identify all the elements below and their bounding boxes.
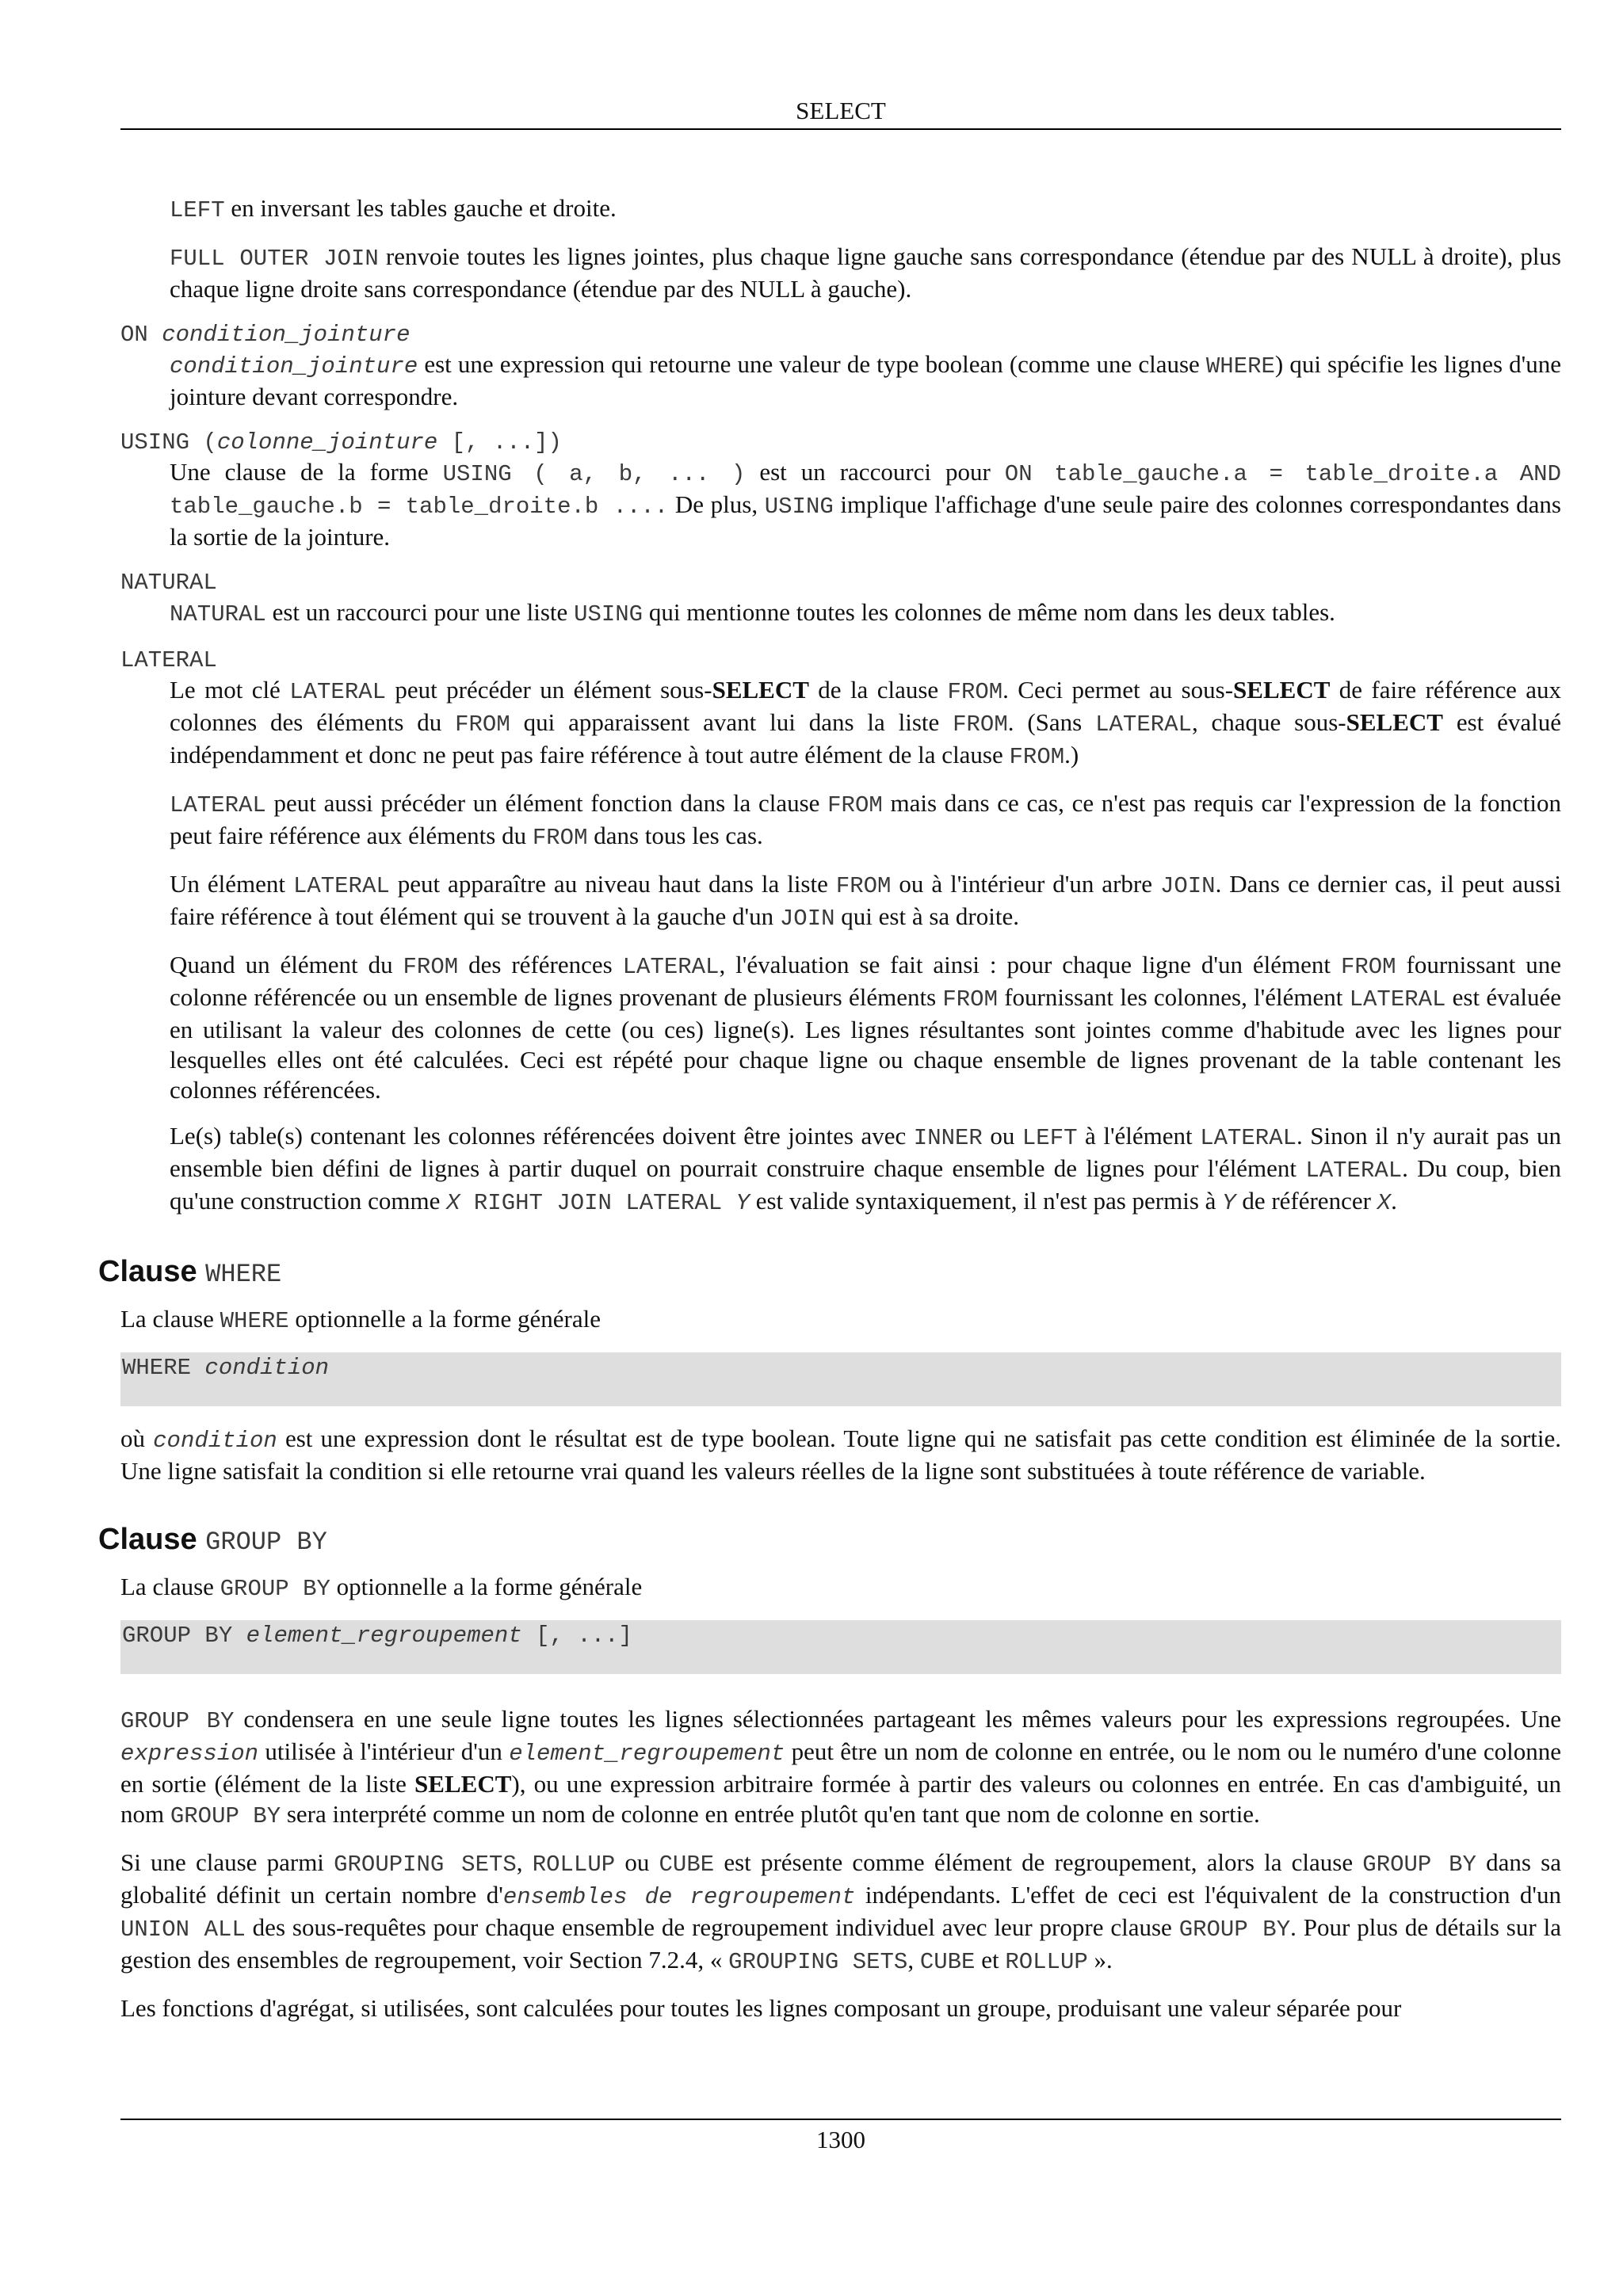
text: . (Sans: [1007, 708, 1096, 736]
text: . Sinon il n'y aurait pas un ensemble bien défini de lignes à partir duquel on pourrait construire chaque ensemble de lignes pour l'élément: [170, 1122, 1562, 1182]
bold-text: SELECT: [1346, 708, 1443, 736]
text: . Dans ce dernier cas, il peut aussi faire référence à tout élément qui se trouvent à la gauche d'un: [170, 870, 1562, 930]
parameter: condition: [153, 1428, 277, 1454]
page-number: 1300: [120, 2119, 1561, 2157]
groupby-intro: [120, 1572, 1561, 1604]
text: sera interprété comme un nom de colonne en entrée plutôt qu'en tant que nom de colonne en sortie.: [281, 1800, 1260, 1828]
text: qui est à sa droite.: [834, 902, 1019, 930]
text: Une clause de la forme: [170, 458, 443, 486]
text: est une expression qui retourne une valeur de type boolean (comme une clause: [418, 350, 1206, 378]
code-inline: JOIN: [1159, 873, 1216, 899]
code-inline: LEFT: [170, 197, 225, 223]
parameter: ensembles de regroupement: [502, 1884, 856, 1910]
code-inline: GROUP BY: [1362, 1852, 1476, 1878]
bold-text: SELECT: [414, 1770, 512, 1798]
text: peut précéder un élément sous-: [386, 676, 712, 704]
code-inline: GROUP BY: [220, 1576, 330, 1602]
parameter: condition_jointure: [162, 322, 411, 348]
text: ,: [907, 1946, 920, 1974]
using-term: [120, 428, 1561, 457]
text: optionnelle a la forme générale: [288, 1305, 601, 1333]
code-inline: GROUP BY: [120, 1708, 235, 1734]
heading-code: WHERE: [205, 1260, 282, 1289]
bold-text: SELECT: [712, 676, 809, 704]
text: ou: [982, 1122, 1022, 1150]
text: Un élément: [170, 870, 293, 898]
text: à l'élément: [1077, 1122, 1201, 1150]
parameter: expression: [120, 1741, 259, 1767]
text: de faire référence aux colonnes des éléments du: [170, 676, 1561, 736]
groupby-syntax-block: [120, 1620, 1561, 1674]
code-inline: LATERAL: [292, 873, 390, 899]
keyword: [, ...]: [521, 1623, 632, 1649]
text: Le(s) table(s) contenant les colonnes référencées doivent être jointes avec: [170, 1122, 914, 1150]
code-inline: GROUPING SETS: [334, 1852, 517, 1878]
code-inline: ON table_gauche.a = table_droite.a AND table_gauche.b = table_droite.b ....: [170, 461, 1561, 520]
text: des références: [458, 951, 623, 978]
text: De plus,: [668, 490, 765, 518]
groupby-paragraph-1: [120, 1704, 1561, 1832]
code-inline: USING ( a, b, ... ): [442, 461, 746, 487]
where-syntax-block: [120, 1352, 1561, 1406]
text: en inversant les tables gauche et droite.: [224, 194, 617, 222]
groupby-paragraph-2: [120, 1848, 1561, 1978]
code-inline: LATERAL: [289, 679, 387, 705]
text: de la clause: [808, 676, 948, 704]
text: .: [1391, 1187, 1397, 1215]
using-entry: [120, 428, 1561, 552]
parameter: colonne_jointure: [216, 429, 438, 456]
text: est une expression dont le résultat est de type boolean. Toute ligne qui ne satisfait pas cette condition est éliminée de la sortie. Une ligne satisfait la condition si elle retourne vrai quand les valeurs réelles de la ligne sont substituées à toute référence de variable.: [120, 1425, 1561, 1485]
on-entry: [120, 320, 1561, 412]
text: est évalué indépendamment et donc ne peut pas faire référence à tout autre élément de la clause: [170, 708, 1562, 769]
lateral-paragraph-5: [170, 1121, 1561, 1219]
natural-entry: [120, 568, 1561, 630]
code-inline: NATURAL: [170, 601, 266, 627]
code-inline: ROLLUP: [532, 1852, 616, 1878]
text: fournissant une colonne référencée ou un ensemble de lignes provenant de plusieurs éléments: [170, 951, 1561, 1011]
text: ,: [516, 1848, 533, 1876]
page-content: [98, 193, 1562, 2039]
keyword: [, ...]): [437, 429, 562, 456]
lateral-paragraph-4: [170, 950, 1561, 1105]
full-outer-join-paragraph: [170, 242, 1561, 304]
parameter: Y: [1222, 1190, 1236, 1216]
code-inline: ROLLUP: [1005, 1949, 1088, 1975]
on-term: [120, 320, 1561, 349]
text: La clause: [120, 1305, 220, 1333]
lateral-term: LATERAL: [120, 647, 217, 673]
code-inline: LATERAL: [1095, 711, 1192, 738]
natural-term: NATURAL: [120, 570, 217, 596]
groupby-paragraph-3: Les fonctions d'agrégat, si utilisées, sont calculées pour toutes les lignes composant un groupe, produisant une valeur séparée pour: [120, 1994, 1402, 2022]
text: peut aussi précéder un élément fonction dans la clause: [265, 789, 828, 817]
text: renvoie toutes les lignes jointes, plus chaque ligne gauche sans correspondance (étendue par des NULL à droite), plus chaque ligne droite sans correspondance (étendue par des NULL à gauche).: [170, 242, 1561, 303]
code-inline: LEFT: [1022, 1125, 1078, 1151]
text: et: [975, 1946, 1006, 1974]
text: est valide syntaxiquement, il n'est pas permis à: [749, 1187, 1223, 1215]
text: . Pour plus de détails sur la gestion des ensembles de regroupement, voir Section 7.2.4, «: [120, 1913, 1561, 1974]
lateral-paragraph-3: [170, 869, 1561, 934]
parameter: X: [446, 1190, 460, 1216]
text: fournissant les colonnes, l'élément: [998, 983, 1350, 1011]
code-inline: RIGHT JOIN LATERAL: [460, 1190, 736, 1216]
code-inline: LATERAL: [1200, 1125, 1297, 1151]
on-description: [170, 349, 1561, 412]
lateral-entry: [120, 646, 1561, 1219]
code-inline: FROM: [1340, 954, 1396, 980]
code-inline: GROUPING SETS: [728, 1949, 908, 1975]
code-inline: WHERE: [220, 1308, 289, 1334]
text: ».: [1087, 1946, 1113, 1974]
code-inline: CUBE: [919, 1949, 976, 1975]
groupby-section-heading: [98, 1521, 1561, 1561]
code-inline: INNER: [913, 1125, 983, 1151]
text: . Ceci permet au sous-: [1002, 676, 1234, 704]
where-body: [120, 1424, 1561, 1486]
code-inline: CUBE: [659, 1852, 715, 1878]
code-inline: LATERAL: [1305, 1158, 1403, 1184]
text: Si une clause parmi: [120, 1848, 334, 1876]
code-inline: FROM: [1009, 744, 1065, 770]
text: ) qui spécifie les lignes d'une jointure devant correspondre.: [170, 350, 1561, 410]
code-inline: UNION ALL: [120, 1917, 246, 1943]
code-inline: USING: [574, 601, 643, 627]
text: utilisée à l'intérieur d'un: [258, 1737, 510, 1765]
text: est un raccourci pour une liste: [265, 598, 575, 626]
text: . Du coup, bien qu'une construction comme: [170, 1154, 1561, 1215]
text: mais dans ce cas, ce n'est pas requis car l'expression de la fonction peut faire référence aux éléments du: [170, 789, 1561, 849]
code-inline: FROM: [532, 825, 588, 851]
heading-text: Clause: [98, 1255, 206, 1288]
bold-text: SELECT: [1233, 676, 1331, 704]
text: optionnelle a la forme générale: [330, 1573, 643, 1600]
text: ou: [615, 1848, 659, 1876]
text: qui apparaissent avant lui dans la liste: [510, 708, 953, 736]
heading-code: GROUP BY: [205, 1527, 327, 1557]
code-inline: WHERE: [1205, 353, 1275, 379]
code-inline: GROUP BY: [170, 1803, 281, 1829]
text: des sous-requêtes pour chaque ensemble de regroupement individuel avec leur propre clause: [245, 1913, 1179, 1941]
text: ), ou une expression arbitraire formée à partir des valeurs ou colonnes en entrée. En cas d'ambiguité, un nom: [120, 1770, 1561, 1828]
parameter: condition_jointure: [170, 353, 418, 379]
parameter: Y: [735, 1190, 750, 1216]
using-description: [170, 457, 1561, 552]
code-inline: GROUP BY: [1178, 1917, 1291, 1943]
text: peut être un nom de colonne en entrée, ou le nom ou le numéro d'une colonne en sortie (élément de la liste: [120, 1737, 1561, 1798]
code-inline: FROM: [942, 986, 998, 1013]
left-join-tail: [170, 193, 1561, 226]
code-inline: FROM: [827, 792, 883, 818]
code-inline: LATERAL: [622, 954, 720, 980]
lateral-paragraph-1: [170, 675, 1561, 772]
code-inline: FROM: [835, 873, 892, 899]
code-inline: LATERAL: [1349, 986, 1446, 1013]
natural-description: [170, 597, 1561, 630]
where-section-heading: [98, 1253, 1561, 1293]
text: qui mentionne toutes les colonnes de même nom dans les deux tables.: [643, 598, 1335, 626]
text: , l'évaluation se fait ainsi : pour chaque ligne d'un élément: [719, 951, 1341, 978]
code-inline: FROM: [455, 711, 510, 738]
parameter: element_regroupement: [509, 1741, 785, 1767]
text: .): [1064, 741, 1079, 769]
text: est présente comme élément de regroupement, alors la clause: [714, 1848, 1363, 1876]
keyword: WHERE: [122, 1355, 205, 1381]
text: de référencer: [1235, 1187, 1377, 1215]
keyword: ON: [120, 322, 162, 348]
text: où: [120, 1425, 154, 1452]
code-inline: FROM: [953, 711, 1008, 738]
code-inline: JOIN: [779, 906, 835, 932]
text: dans tous les cas.: [587, 822, 763, 849]
text: ou à l'intérieur d'un arbre: [891, 870, 1160, 898]
text: Le mot clé: [170, 676, 290, 704]
text: indépendants. L'effet de ceci est l'équivalent de la construction d'un: [855, 1881, 1561, 1909]
keyword: USING (: [120, 429, 217, 456]
text: condensera en une seule ligne toutes les lignes sélectionnées partageant les mêmes valeurs pour les expressions regroupées. Une: [234, 1705, 1561, 1733]
code-inline: FROM: [403, 954, 459, 980]
parameter: element_regroupement: [246, 1623, 522, 1649]
text: est un raccourci pour: [745, 458, 1005, 486]
lateral-paragraph-2: [170, 788, 1561, 853]
code-inline: FROM: [947, 679, 1003, 705]
parameter: condition: [204, 1355, 330, 1381]
text: , chaque sous-: [1191, 708, 1346, 736]
parameter: X: [1377, 1190, 1392, 1216]
text: dans sa globalité définit un certain nombre d': [120, 1848, 1561, 1909]
code-inline: FULL OUTER JOIN: [170, 246, 379, 272]
where-intro: [120, 1304, 1561, 1337]
text: est évaluée en utilisant la valeur des colonnes de cette (ou ces) ligne(s). Les lignes résultantes sont jointes comme d'habitude avec les lignes pour lesquelles elles ont été calculées. Ceci est répété pour chaque ligne ou chaque ensemble de lignes provenant de la table contenant les colonnes référencées.: [170, 983, 1561, 1104]
text: Quand un élément du: [170, 951, 403, 978]
text: peut apparaître au niveau haut dans la liste: [389, 870, 836, 898]
running-header: SELECT: [120, 93, 1561, 130]
heading-text: Clause: [98, 1523, 206, 1556]
keyword: GROUP BY: [122, 1623, 246, 1649]
code-inline: LATERAL: [170, 792, 266, 818]
code-inline: USING: [764, 494, 834, 520]
text: implique l'affichage d'une seule paire des colonnes correspondantes dans la sortie de la jointure.: [170, 490, 1561, 551]
text: La clause: [120, 1573, 220, 1600]
